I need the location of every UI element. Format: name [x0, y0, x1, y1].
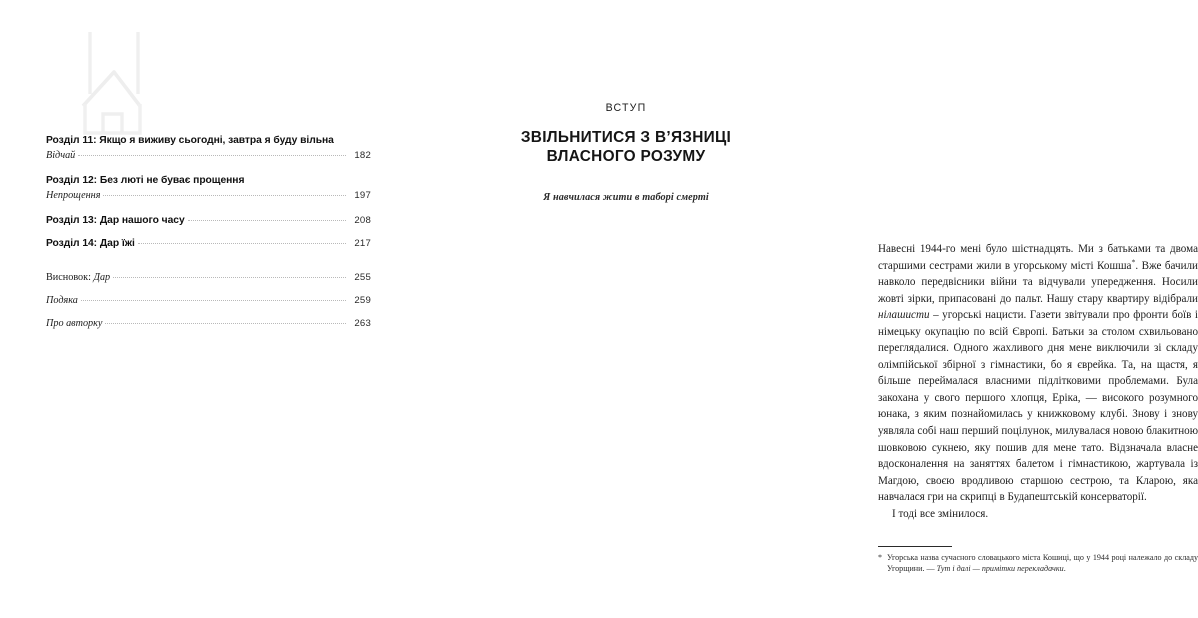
page-title-line-1: ЗВІЛЬНИТИСЯ З В’ЯЗНИЦІ — [520, 129, 732, 146]
toc-page-number: 255 — [354, 272, 371, 283]
footnote-text — [878, 552, 1198, 574]
toc-row[interactable] — [46, 148, 371, 164]
toc-group-chapter-12 — [46, 173, 371, 204]
body-text-segment: . Вже бачили навколо передвісники війни та відчували упередження. Носили жовті зірки, припасовані до пальт. Нашу стару квартиру відібрали — [878, 259, 1198, 305]
footnote-reference[interactable]: * — [1131, 256, 1136, 266]
toc-leader-dots — [103, 195, 346, 196]
toc-backmatter-label: Про авторку — [46, 318, 103, 329]
toc-backmatter-italic: Дар — [93, 272, 111, 283]
toc-leader-dots — [138, 243, 346, 244]
toc-spacer — [46, 252, 371, 270]
footnote-text-segment: . — [1063, 564, 1066, 574]
footnote-text-emphasis: Тут і далі — примітки перекладачки — [936, 564, 1064, 574]
toc-spacer — [46, 309, 371, 316]
toc-page-number: 259 — [354, 295, 371, 306]
toc-leader-dots — [188, 220, 346, 221]
toc-row[interactable] — [46, 188, 371, 204]
body-text-emphasis: нілашисти — [878, 309, 930, 322]
toc-chapter-title: Розділ 13: Дар нашого часу — [46, 215, 185, 226]
body-text-segment: Навесні 1944-го мені було шістнадцять. Ми з батьками та двома старшими сестрами жили в угорському місті Кошша — [878, 243, 1198, 272]
house-logo-icon — [78, 32, 144, 136]
right-page — [412, 0, 1198, 618]
toc-chapter-title[interactable]: Розділ 11: Якщо я виживу сьогодні, завтра я буду вільна — [46, 135, 334, 146]
toc-row-chapter-13[interactable] — [46, 213, 371, 229]
page-title-line-2: ВЛАСНОГО РОЗУМУ — [546, 148, 706, 165]
body-text-segment: – угорські нацисти. Газети звітували про фронти боїв і німецьку окупацію по всій Європі. Батьки за столом схвильовано переглядалися. Одного жахливого дня мене виключили зі складу олімпійської збірної з гімнастики, бо я єврейка. Та, на щастя, я більше переймалася власними підлітковими проблемами. Була закохана у свого першого хлопця, Еріка, — високого розумного юнака, з яким познайомилась у книжковому клубі. Знову і знову уявляла собі наш перший поцілунок, милувалася новою блакитною шовковою сукнею, яку пошив для мене тато. Відзначала власне вдосконалення на заняттях балетом і гімнастикою, жартувала із Магдою, своєю вродливою старшою сестрою, та Кларою, яка навчалася гри на скрипці в Будапештській консерваторії. — [878, 309, 1198, 504]
toc-row-chapter-14[interactable] — [46, 236, 371, 252]
toc-backmatter-label: Подяка — [46, 295, 78, 306]
toc-chapter-title: Розділ 14: Дар їжі — [46, 238, 135, 249]
footnote-text-segment: Угорська назва сучасного словацького міста Кошиці, що у 1944 році належало до складу Угорщини. — — [887, 553, 1198, 574]
toc-page-number: 197 — [354, 190, 371, 201]
toc-group-chapter-11 — [46, 133, 371, 164]
toc-row-about-author[interactable] — [46, 316, 371, 332]
toc-subtitle: Непрощення — [46, 190, 101, 201]
toc-chapter-title[interactable]: Розділ 12: Без люті не буває прощення — [46, 175, 245, 186]
body-paragraph-1 — [878, 241, 1198, 506]
toc-spacer — [46, 286, 371, 293]
footnote-separator-rule — [878, 546, 952, 547]
toc-backmatter-label — [46, 270, 110, 286]
body-column — [878, 241, 1198, 522]
toc-leader-dots — [105, 323, 346, 324]
toc-subtitle: Відчай — [46, 150, 76, 161]
left-page — [0, 0, 412, 618]
toc-page-number: 217 — [354, 238, 371, 249]
toc-backmatter-roman: Висновок: — [46, 272, 94, 283]
footnote — [878, 552, 1198, 574]
page-title — [446, 128, 806, 166]
toc-leader-dots — [81, 300, 346, 301]
section-eyebrow: ВСТУП — [605, 102, 647, 114]
body-paragraph-2: І тоді все змінилося. — [892, 507, 989, 520]
toc-spacer — [46, 164, 371, 173]
toc-leader-dots — [78, 155, 346, 156]
table-of-contents — [46, 133, 371, 332]
toc-row-acknowledgements[interactable] — [46, 293, 371, 309]
toc-leader-dots — [113, 277, 346, 278]
toc-spacer — [46, 204, 371, 213]
toc-spacer — [46, 229, 371, 236]
toc-page-number: 208 — [354, 215, 371, 226]
epigraph: Я навчилася жити в таборі смерті — [543, 192, 709, 203]
toc-page-number: 263 — [354, 318, 371, 329]
toc-page-number: 182 — [354, 150, 371, 161]
footnote-marker: * — [878, 553, 883, 562]
toc-row-conclusion[interactable] — [46, 270, 371, 286]
